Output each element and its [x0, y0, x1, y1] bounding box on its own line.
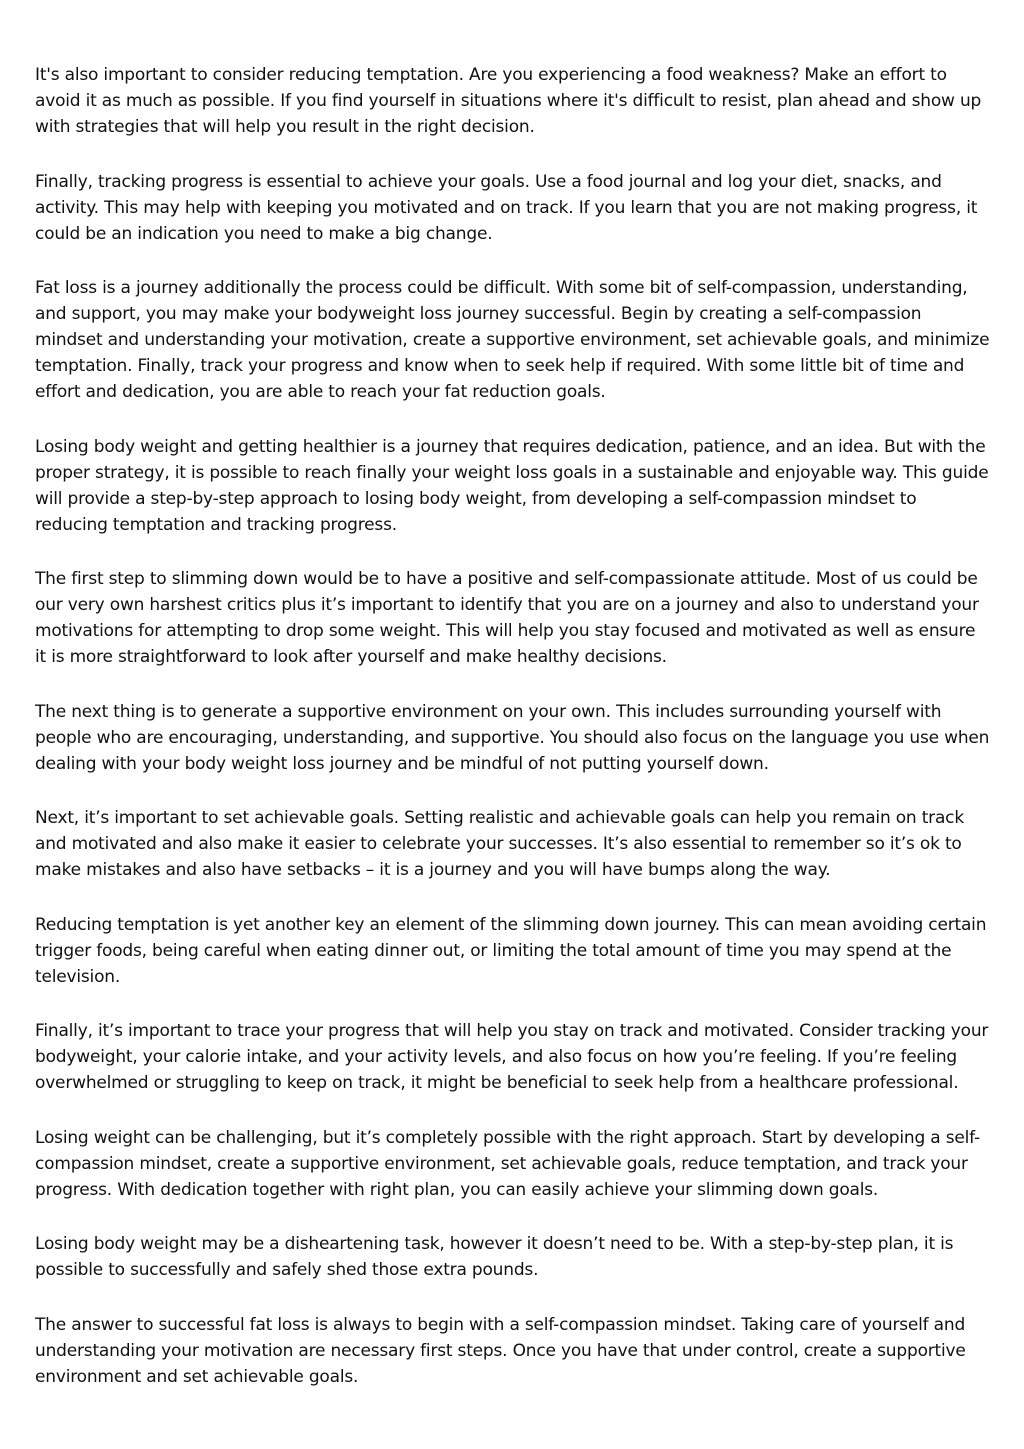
paragraph-temptation-intro: It's also important to consider reducing temptation. Are you experiencing a food weakness? Make an effort to avoid it as much as possible. If you find yourself in situations where it's difficult to resist, plan ahead and show up with strategies that will help you result in the right decision. [35, 65, 982, 137]
paragraph-fat-loss-journey: Fat loss is a journey additionally the process could be difficult. With some bit of self-compassion, understanding, and support, you may make your bodyweight loss journey successful. Begin by creating a self-compassion mindset and understanding your motivation, create a supportive environment, set achievable goals, and minimize temptation. Finally, track your progress and know when to seek help if required. With some little bit of time and effort and dedication, you are able to reach your fat reduction goals. [35, 278, 990, 402]
paragraph-tracking-progress: Finally, tracking progress is essential to achieve your goals. Use a food journal and log your diet, snacks, and activity. This may help with keeping you motivated and on track. If you learn that you are not making progress, it could be an indication you need to make a big change. [35, 171, 978, 244]
paragraph-disheartening-task: Losing body weight may be a disheartening task, however it doesn’t need to be. With a step-by-step plan, it is possible to successfully and safely shed those extra pounds. [35, 1234, 954, 1280]
paragraph-first-step: The first step to slimming down would be to have a positive and self-compassionate attitude. Most of us could be our very own harshest critics plus it’s important to identify that you are on a journey and also to understand your motivations for attempting to drop some weight. This will help you stay focused and motivated as well as ensure it is more straightforward to look after yourself and make healthy decisions. [35, 569, 979, 667]
paragraph-supportive-environment: The next thing is to generate a supportive environment on your own. This includes surrounding yourself with people who are encouraging, understanding, and supportive. You should also focus on the language you use when dealing with your body weight loss journey and be mindful of not putting yourself down. [35, 701, 990, 774]
paragraph-losing-body-weight: Losing body weight and getting healthier is a journey that requires dedication, patience, and an idea. But with the proper strategy, it is possible to reach finally your weight loss goals in a sustainable and enjoyable way. This guide will provide a step-by-step approach to losing body weight, from developing a self-compassion mindset to reducing temptation and tracking progress. [35, 436, 989, 535]
paragraph-reducing-temptation: Reducing temptation is yet another key an element of the slimming down journey. This can mean avoiding certain trigger foods, being careful when eating dinner out, or limiting the total amount of time you may spend at the television. [35, 914, 987, 987]
document-body [35, 62, 990, 1418]
paragraph-trace-progress: Finally, it’s important to trace your progress that will help you stay on track and motivated. Consider tracking your bodyweight, your calorie intake, and your activity levels, and also focus on how you’re feeling. If you’re feeling overwhelmed or struggling to keep on track, it might be beneficial to seek help from a healthcare professional. [35, 1021, 989, 1093]
paragraph-self-compassion-answer: The answer to successful fat loss is always to begin with a self-compassion mindset. Taking care of yourself and understanding your motivation are necessary first steps. Once you have that under control, create a supportive environment and set achievable goals. [35, 1314, 966, 1387]
paragraph-losing-weight-challenging: Losing weight can be challenging, but it’s completely possible with the right approach. Start by developing a self-compassion mindset, create a supportive environment, set achievable goals, reduce temptation, and track your progress. With dedication together with right plan, you can easily achieve your slimming down goals. [35, 1127, 980, 1200]
paragraph-achievable-goals: Next, it’s important to set achievable goals. Setting realistic and achievable goals can help you remain on track and motivated and also make it easier to celebrate your successes. It’s also essential to remember so it’s ok to make mistakes and also have setbacks – it is a journey and you will have bumps along the way. [35, 808, 964, 880]
